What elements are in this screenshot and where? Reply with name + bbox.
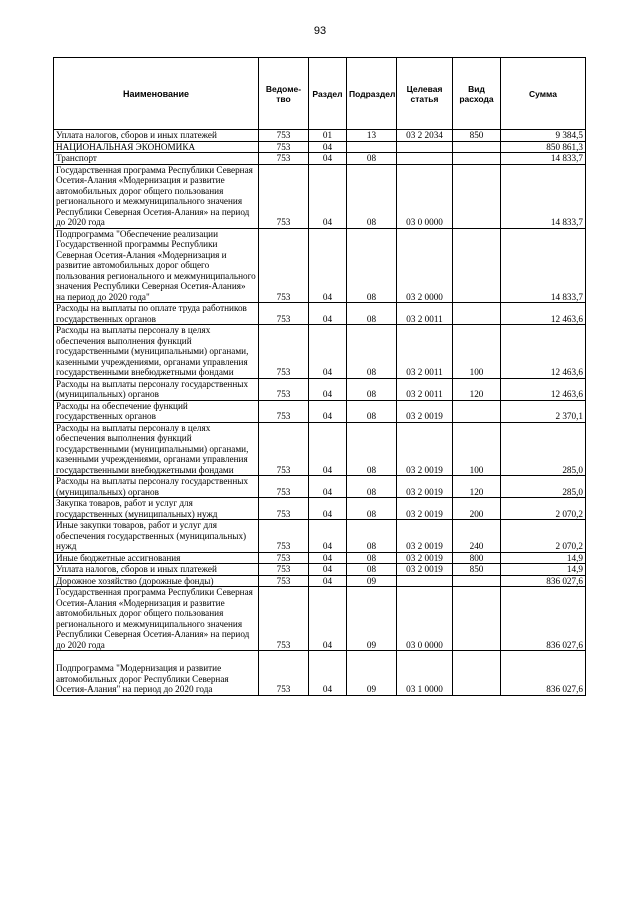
row-ved: 753 bbox=[259, 153, 309, 165]
table-row bbox=[54, 153, 586, 165]
row-vr bbox=[453, 141, 501, 153]
row-name: Расходы на выплаты по оплате труда работников государственных органов bbox=[54, 303, 259, 325]
row-ved: 753 bbox=[259, 564, 309, 576]
row-razdel: 04 bbox=[309, 141, 347, 153]
row-vr: 850 bbox=[453, 130, 501, 142]
row-ved: 753 bbox=[259, 400, 309, 422]
row-sum: 9 384,5 bbox=[501, 130, 586, 142]
table-row bbox=[54, 378, 586, 400]
row-vr: 200 bbox=[453, 498, 501, 520]
table-row bbox=[54, 141, 586, 153]
row-vr bbox=[453, 303, 501, 325]
row-csr: 03 1 0000 bbox=[397, 651, 453, 696]
row-ved: 753 bbox=[259, 303, 309, 325]
row-name: Расходы на выплаты персоналу государственных (муниципальных) органов bbox=[54, 476, 259, 498]
row-sum: 14,9 bbox=[501, 564, 586, 576]
row-ved: 753 bbox=[259, 141, 309, 153]
row-csr: 03 2 2034 bbox=[397, 130, 453, 142]
header-csr: Целевая статья bbox=[397, 58, 453, 130]
row-podrazdel: 08 bbox=[347, 325, 397, 379]
row-csr: 03 2 0011 bbox=[397, 325, 453, 379]
row-name: Расходы на выплаты персоналу в целях обеспечения выполнения функций государственными (муниципальными) органами, казенными учреждениями, органами управления государственными внебюджетными фондами bbox=[54, 422, 259, 476]
row-razdel: 04 bbox=[309, 498, 347, 520]
row-vr bbox=[453, 153, 501, 165]
row-ved: 753 bbox=[259, 498, 309, 520]
row-name: Уплата налогов, сборов и иных платежей bbox=[54, 130, 259, 142]
table-row bbox=[54, 130, 586, 142]
row-ved: 753 bbox=[259, 164, 309, 228]
table-row bbox=[54, 564, 586, 576]
table-row bbox=[54, 587, 586, 651]
row-vr bbox=[453, 587, 501, 651]
row-podrazdel: 08 bbox=[347, 164, 397, 228]
row-razdel: 04 bbox=[309, 476, 347, 498]
row-vr: 850 bbox=[453, 564, 501, 576]
table-row bbox=[54, 400, 586, 422]
row-sum: 12 463,6 bbox=[501, 303, 586, 325]
table-row bbox=[54, 552, 586, 564]
row-podrazdel: 08 bbox=[347, 228, 397, 303]
row-podrazdel: 08 bbox=[347, 564, 397, 576]
row-ved: 753 bbox=[259, 575, 309, 587]
row-ved: 753 bbox=[259, 378, 309, 400]
row-vr: 120 bbox=[453, 476, 501, 498]
row-name: Расходы на обеспечение функций государственных органов bbox=[54, 400, 259, 422]
header-row bbox=[54, 58, 586, 130]
row-podrazdel: 08 bbox=[347, 400, 397, 422]
table-row bbox=[54, 498, 586, 520]
row-razdel: 04 bbox=[309, 422, 347, 476]
row-name: Транспорт bbox=[54, 153, 259, 165]
row-name: Подпрограмма "Обеспечение реализации Государственной программы Республики Северная Осетия-Алания «Модернизация и развитие автомобильных дорог общего пользования регионального и межмуниципального значения Республики Северная Осетия-Алания» на период до 2020 года" bbox=[54, 228, 259, 303]
row-csr: 03 2 0019 bbox=[397, 520, 453, 553]
row-vr: 240 bbox=[453, 520, 501, 553]
table-row bbox=[54, 325, 586, 379]
table-row bbox=[54, 476, 586, 498]
row-sum: 12 463,6 bbox=[501, 325, 586, 379]
row-vr bbox=[453, 575, 501, 587]
row-name: Расходы на выплаты персоналу в целях обеспечения выполнения функций государственными (муниципальными) органами, казенными учреждениями, органами управления государственными внебюджетными фондами bbox=[54, 325, 259, 379]
row-ved: 753 bbox=[259, 325, 309, 379]
row-name: Государственная программа Республики Северная Осетия-Алания «Модернизация и развитие автомобильных дорог общего пользования регионального и межмуниципального значения Республики Северная Осетия-Алания» на период до 2020 года bbox=[54, 164, 259, 228]
row-ved: 753 bbox=[259, 520, 309, 553]
row-podrazdel: 08 bbox=[347, 303, 397, 325]
row-csr: 03 2 0019 bbox=[397, 564, 453, 576]
row-csr: 03 2 0011 bbox=[397, 378, 453, 400]
row-razdel: 04 bbox=[309, 587, 347, 651]
row-csr: 03 2 0019 bbox=[397, 422, 453, 476]
row-sum: 2 370,1 bbox=[501, 400, 586, 422]
row-ved: 753 bbox=[259, 228, 309, 303]
header-razdel: Раздел bbox=[309, 58, 347, 130]
row-vr bbox=[453, 228, 501, 303]
row-razdel: 04 bbox=[309, 153, 347, 165]
row-sum: 14 833,7 bbox=[501, 164, 586, 228]
row-csr: 03 2 0019 bbox=[397, 498, 453, 520]
row-csr: 03 0 0000 bbox=[397, 164, 453, 228]
row-razdel: 04 bbox=[309, 228, 347, 303]
row-sum: 2 070,2 bbox=[501, 498, 586, 520]
budget-table bbox=[53, 57, 586, 696]
row-csr: 03 2 0019 bbox=[397, 552, 453, 564]
row-razdel: 01 bbox=[309, 130, 347, 142]
header-vr: Вид расхода bbox=[453, 58, 501, 130]
row-name: Подпрограмма "Модернизация и развитие автомобильных дорог Республики Северная Осетия-Алания" на период до 2020 года bbox=[54, 651, 259, 696]
row-podrazdel: 08 bbox=[347, 498, 397, 520]
row-csr: 03 2 0011 bbox=[397, 303, 453, 325]
row-razdel: 04 bbox=[309, 400, 347, 422]
table-row bbox=[54, 651, 586, 696]
row-csr bbox=[397, 153, 453, 165]
header-ved: Ведоме-тво bbox=[259, 58, 309, 130]
row-name: Закупка товаров, работ и услуг для государственных (муниципальных) нужд bbox=[54, 498, 259, 520]
row-ved: 753 bbox=[259, 587, 309, 651]
row-vr bbox=[453, 651, 501, 696]
row-vr bbox=[453, 164, 501, 228]
row-podrazdel: 08 bbox=[347, 520, 397, 553]
table-row bbox=[54, 520, 586, 553]
row-csr bbox=[397, 141, 453, 153]
row-podrazdel: 08 bbox=[347, 422, 397, 476]
row-razdel: 04 bbox=[309, 325, 347, 379]
row-razdel: 04 bbox=[309, 303, 347, 325]
row-name: Расходы на выплаты персоналу государственных (муниципальных) органов bbox=[54, 378, 259, 400]
row-sum: 14 833,7 bbox=[501, 228, 586, 303]
row-sum: 836 027,6 bbox=[501, 575, 586, 587]
row-razdel: 04 bbox=[309, 378, 347, 400]
row-ved: 753 bbox=[259, 476, 309, 498]
header-podrazdel: Подраздел bbox=[347, 58, 397, 130]
header-name: Наименование bbox=[54, 58, 259, 130]
row-ved: 753 bbox=[259, 422, 309, 476]
row-razdel: 04 bbox=[309, 164, 347, 228]
row-vr: 100 bbox=[453, 325, 501, 379]
row-csr: 03 0 0000 bbox=[397, 587, 453, 651]
row-vr bbox=[453, 400, 501, 422]
row-podrazdel: 13 bbox=[347, 130, 397, 142]
row-razdel: 04 bbox=[309, 552, 347, 564]
row-sum: 850 861,3 bbox=[501, 141, 586, 153]
row-sum: 285,0 bbox=[501, 422, 586, 476]
header-sum: Сумма bbox=[501, 58, 586, 130]
row-ved: 753 bbox=[259, 552, 309, 564]
page-number: 93 bbox=[313, 25, 327, 37]
row-podrazdel: 09 bbox=[347, 651, 397, 696]
row-name: Иные закупки товаров, работ и услуг для обеспечения государственных (муниципальных) нужд bbox=[54, 520, 259, 553]
row-podrazdel bbox=[347, 141, 397, 153]
table-row bbox=[54, 303, 586, 325]
row-name: Дорожное хозяйство (дорожные фонды) bbox=[54, 575, 259, 587]
row-name: Государственная программа Республики Северная Осетия-Алания «Модернизация и развитие автомобильных дорог общего пользования регионального и межмуниципального значения Республики Северная Осетия-Алания» на период до 2020 года bbox=[54, 587, 259, 651]
row-sum: 2 070,2 bbox=[501, 520, 586, 553]
row-podrazdel: 09 bbox=[347, 587, 397, 651]
row-podrazdel: 09 bbox=[347, 575, 397, 587]
row-ved: 753 bbox=[259, 651, 309, 696]
row-razdel: 04 bbox=[309, 575, 347, 587]
row-sum: 836 027,6 bbox=[501, 587, 586, 651]
table-row bbox=[54, 164, 586, 228]
row-sum: 836 027,6 bbox=[501, 651, 586, 696]
row-podrazdel: 08 bbox=[347, 378, 397, 400]
row-podrazdel: 08 bbox=[347, 153, 397, 165]
row-ved: 753 bbox=[259, 130, 309, 142]
row-csr: 03 2 0000 bbox=[397, 228, 453, 303]
row-sum: 12 463,6 bbox=[501, 378, 586, 400]
table-row bbox=[54, 228, 586, 303]
row-razdel: 04 bbox=[309, 651, 347, 696]
row-vr: 120 bbox=[453, 378, 501, 400]
row-name: НАЦИОНАЛЬНАЯ ЭКОНОМИКА bbox=[54, 141, 259, 153]
row-name: Уплата налогов, сборов и иных платежей bbox=[54, 564, 259, 576]
row-sum: 14,9 bbox=[501, 552, 586, 564]
table-row bbox=[54, 575, 586, 587]
row-razdel: 04 bbox=[309, 564, 347, 576]
row-podrazdel: 08 bbox=[347, 552, 397, 564]
row-vr: 100 bbox=[453, 422, 501, 476]
row-csr: 03 2 0019 bbox=[397, 400, 453, 422]
row-sum: 14 833,7 bbox=[501, 153, 586, 165]
row-name: Иные бюджетные ассигнования bbox=[54, 552, 259, 564]
row-vr: 800 bbox=[453, 552, 501, 564]
row-csr bbox=[397, 575, 453, 587]
row-podrazdel: 08 bbox=[347, 476, 397, 498]
row-sum: 285,0 bbox=[501, 476, 586, 498]
row-csr: 03 2 0019 bbox=[397, 476, 453, 498]
table-row bbox=[54, 422, 586, 476]
row-razdel: 04 bbox=[309, 520, 347, 553]
